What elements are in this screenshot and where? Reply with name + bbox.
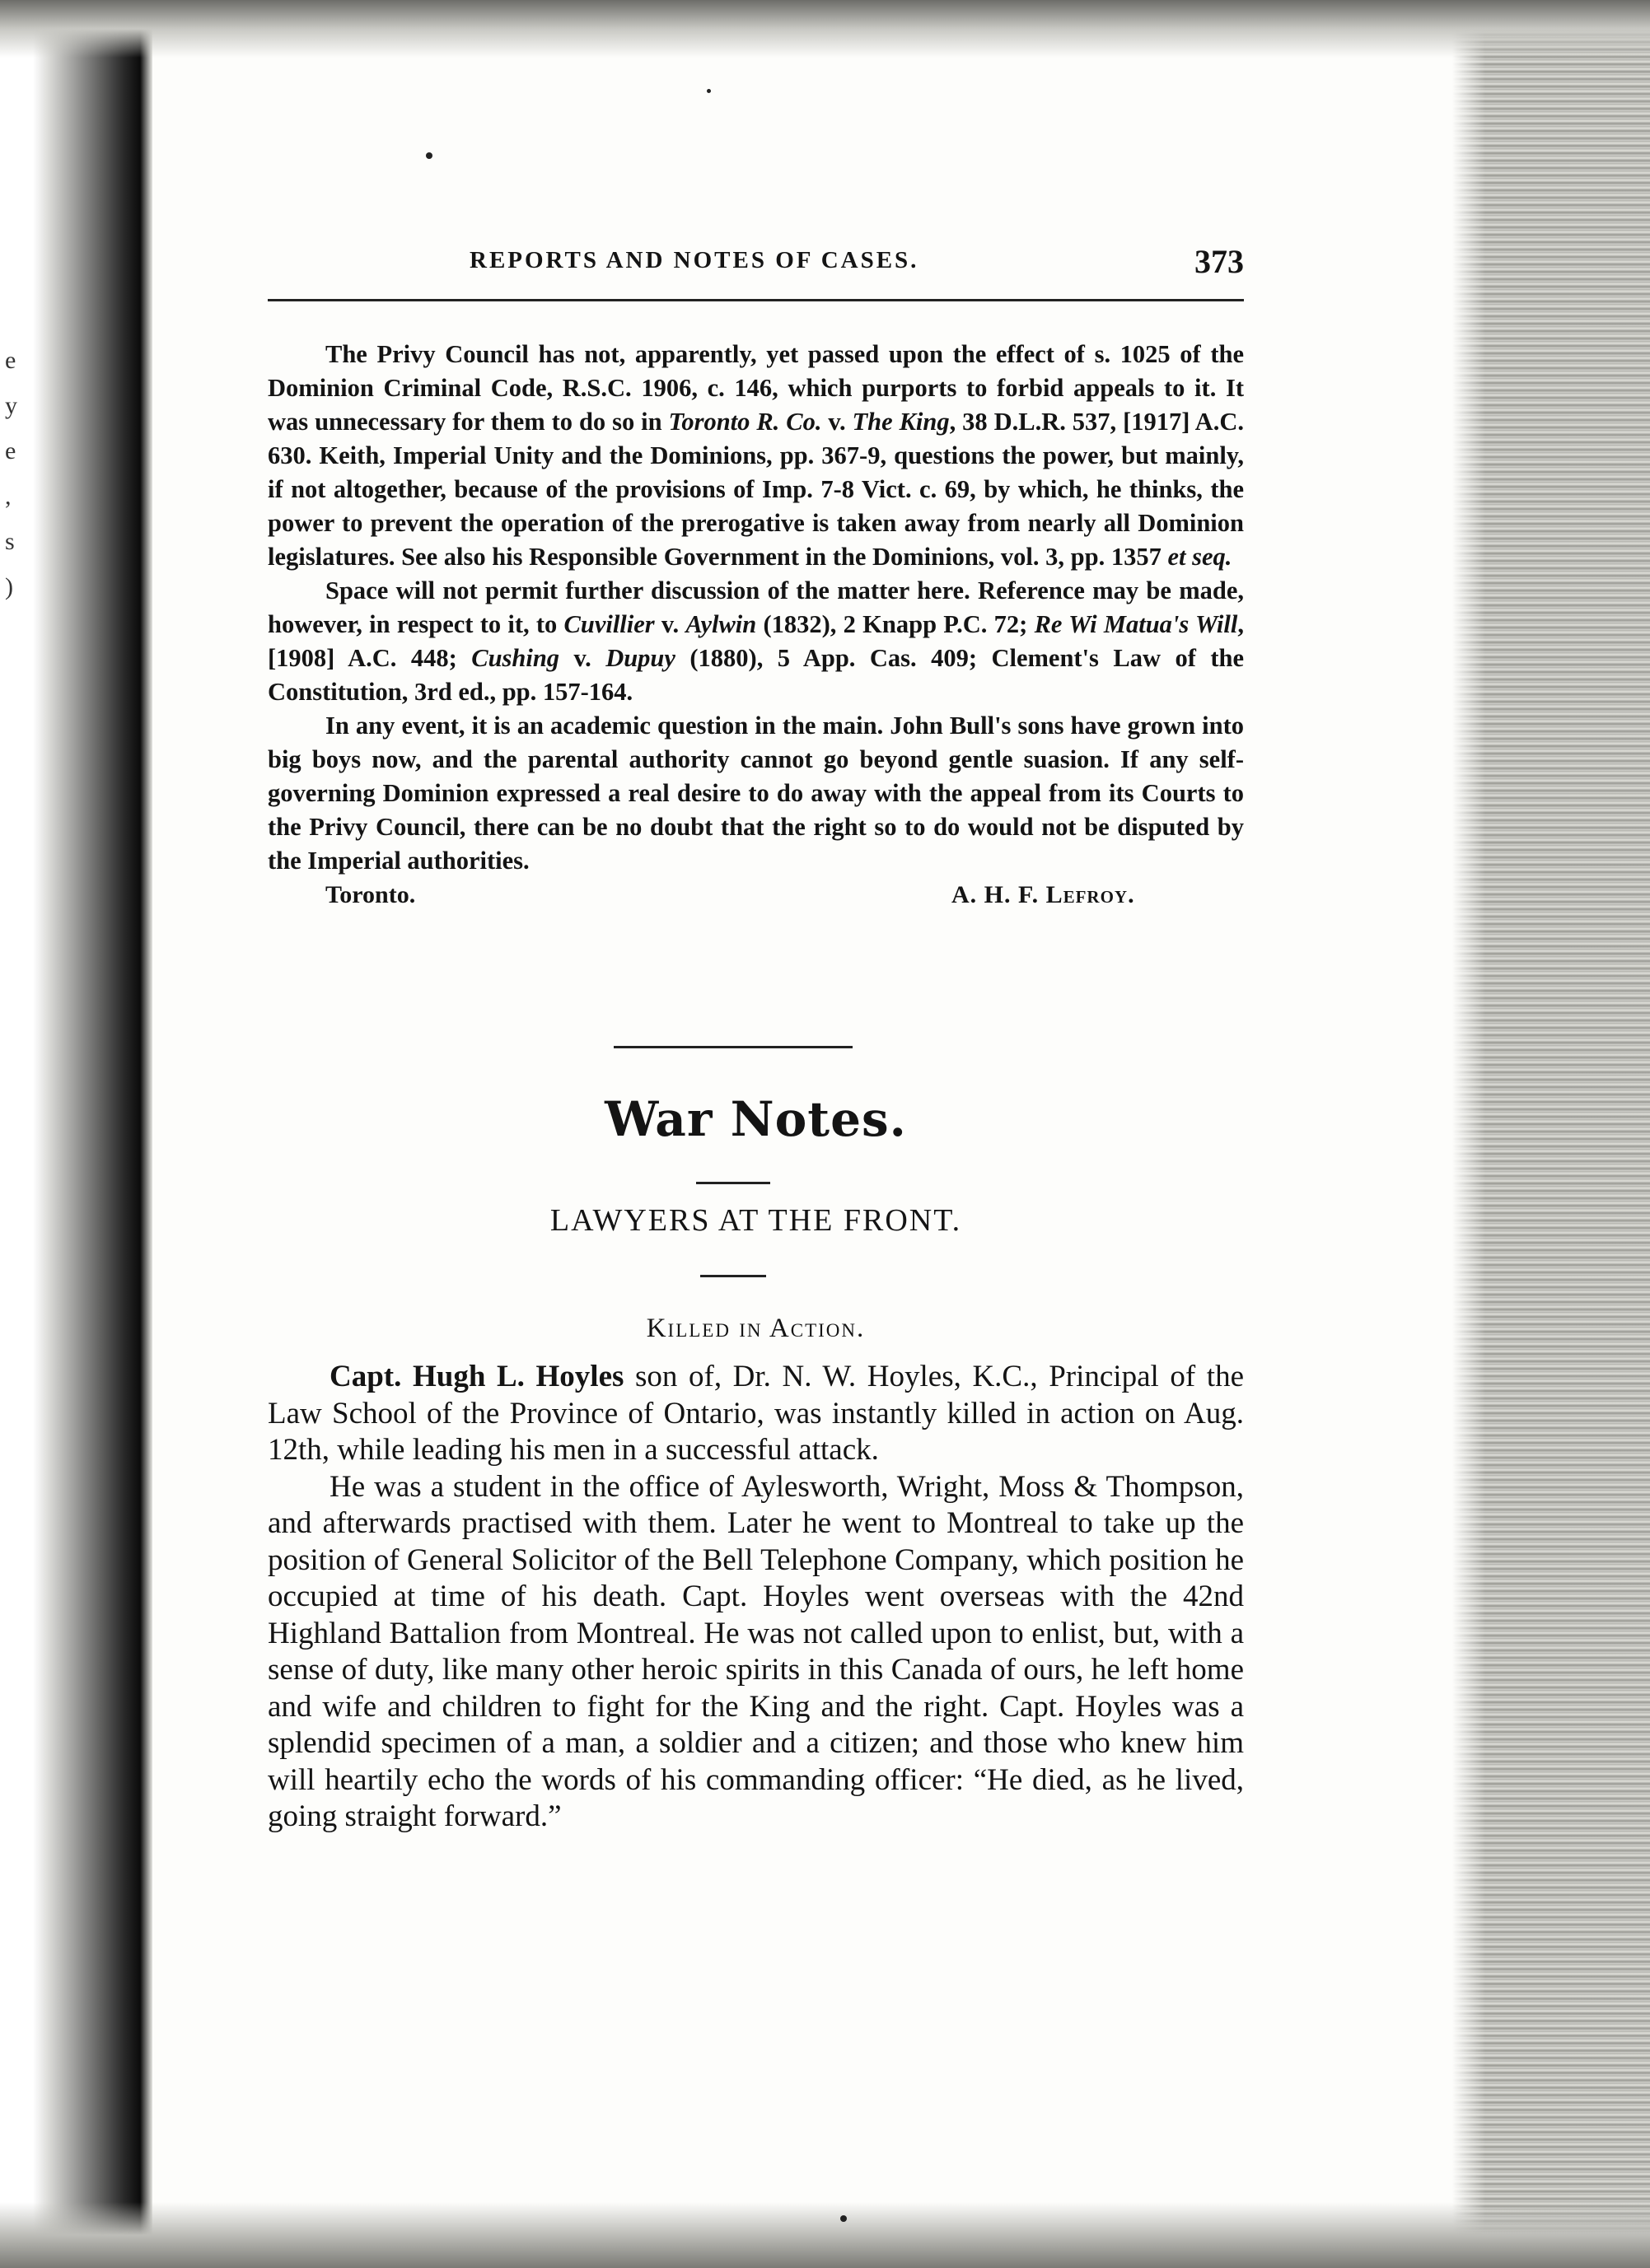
scan-bottom-edge [0, 2202, 1650, 2268]
text-run: , [1908] A.C. 448; [268, 610, 1244, 672]
case-name: Re Wi Matua's Will [1034, 610, 1238, 638]
text-run: son of, Dr. N. W. Hoyles, K.C., Principal of the Law School of the Province of Ontario, was instantly killed in action on Aug. 12th, while leading his men in a successful attack. [268, 1360, 1244, 1467]
obituary-name: Capt. Hugh L. Hoyles [330, 1360, 624, 1393]
case-name: Cuvillier [563, 610, 655, 638]
case-name: Cushing [471, 644, 560, 672]
speck [840, 2215, 847, 2222]
signature-location: Toronto. [325, 881, 416, 908]
speck [707, 89, 711, 93]
speck [426, 152, 432, 159]
page-number: 373 [1194, 243, 1244, 280]
killed-heading: Killed in Action. [646, 1314, 866, 1343]
case-name: Dupuy [605, 644, 675, 672]
text-run: v. [559, 644, 606, 672]
signature [268, 878, 1244, 914]
case-name: Aylwin [685, 610, 757, 638]
text-run: (1832), 2 Knapp P.C. 72; [756, 610, 1035, 638]
obituary-paragraph: He was a student in the office of Aylesworth, Wright, Moss & Thompson, and afterwards practised with them. Later he went to Montreal to take up the position of General Solicitor of the Bell Telephone Company, which position he occupied at time of his death. Capt. Hoyles went overseas with the 42nd Highland Battalion from Montreal. He was not called upon to enlist, but, with a sense of duty, like many other heroic spirits in this Canada of ours, he left home and wife and children to fight for the King and the right. Capt. Hoyles was a splendid specimen of a man, a soldier and a citizen; and those who knew him will heartily echo the words of his commanding officer: “He died, as he lived, going straight forward.” [268, 1469, 1244, 1833]
margin-fragment: e [5, 437, 16, 464]
margin-fragments [5, 338, 21, 609]
page-content [268, 231, 1244, 1833]
margin-fragment: e [5, 347, 16, 374]
margin-fragment: y [5, 392, 17, 419]
author-surname: Lefroy. [1045, 881, 1135, 908]
latin-phrase: et seq. [1167, 543, 1232, 571]
intro-paragraph [268, 574, 1244, 709]
intro-section [268, 338, 1244, 914]
case-name: The King [852, 408, 950, 436]
subheading: LAWYERS AT THE FRONT. [549, 1203, 962, 1238]
text-run: v. [821, 408, 853, 436]
intro-paragraph [268, 709, 1244, 878]
obituary [268, 1359, 1244, 1836]
text-run: Space will not permit further discussion of the matter here. Reference may be made, however, in respect to it, to [268, 576, 1244, 638]
subheading-rule [700, 1275, 766, 1277]
section-title: War Notes. [605, 1091, 907, 1147]
text-run: (1880), 5 App. Cas. 409; Clement's Law of the Constitution, 3rd ed., pp. 157-164. [268, 644, 1244, 706]
intro-paragraph [268, 338, 1244, 574]
text-run: v. [654, 610, 686, 638]
author-initials: A. H. F. [951, 881, 1046, 908]
running-head-title: REPORTS AND NOTES OF CASES. [470, 247, 919, 273]
running-head [268, 231, 1244, 296]
scan-right-edge [1452, 0, 1650, 2268]
obituary-paragraph [268, 1359, 1244, 1469]
case-name: Toronto R. Co. [668, 408, 822, 436]
margin-fragment: s [5, 528, 15, 555]
title-rule [696, 1182, 770, 1184]
section-divider [614, 1046, 853, 1048]
text-run: In any event, it is an academic question in the main. John Bull's sons have grown into big boys now, and the parental authority cannot go beyond gentle suasion. If any self-governing Dominion expressed a real desire to do away with the appeal from its Courts to the Privy Council, there can be no doubt that the right so to do would not be disputed by the Imperial authorities. [268, 712, 1244, 875]
text-run: The Privy Council has not, apparently, yet passed upon the effect of s. 1025 of the Dominion Criminal Code, R.S.C. 1906, c. 146, which purports to forbid appeals to it. It was unnecessary for them to do so in [268, 340, 1244, 436]
text-run: , 38 D.L.R. 537, [1917] A.C. 630. Keith, Imperial Unity and the Dominions, pp. 367-9, questions the power, but mainly, if not altogether, because of the provisions of Imp. 7-8 Vict. c. 69, by which, he thinks, the power to prevent the operation of the prerogative is taken away from nearly all Dominion legislatures. See also his Responsible Government in the Dominions, vol. 3, pp. 1357 [268, 408, 1244, 571]
scan-top-edge [0, 0, 1650, 58]
margin-fragment: ) [5, 573, 13, 600]
scan-left-edge [0, 0, 152, 2268]
signature-author [951, 878, 1135, 912]
margin-fragment: , [5, 483, 12, 510]
header-rule [268, 299, 1244, 301]
